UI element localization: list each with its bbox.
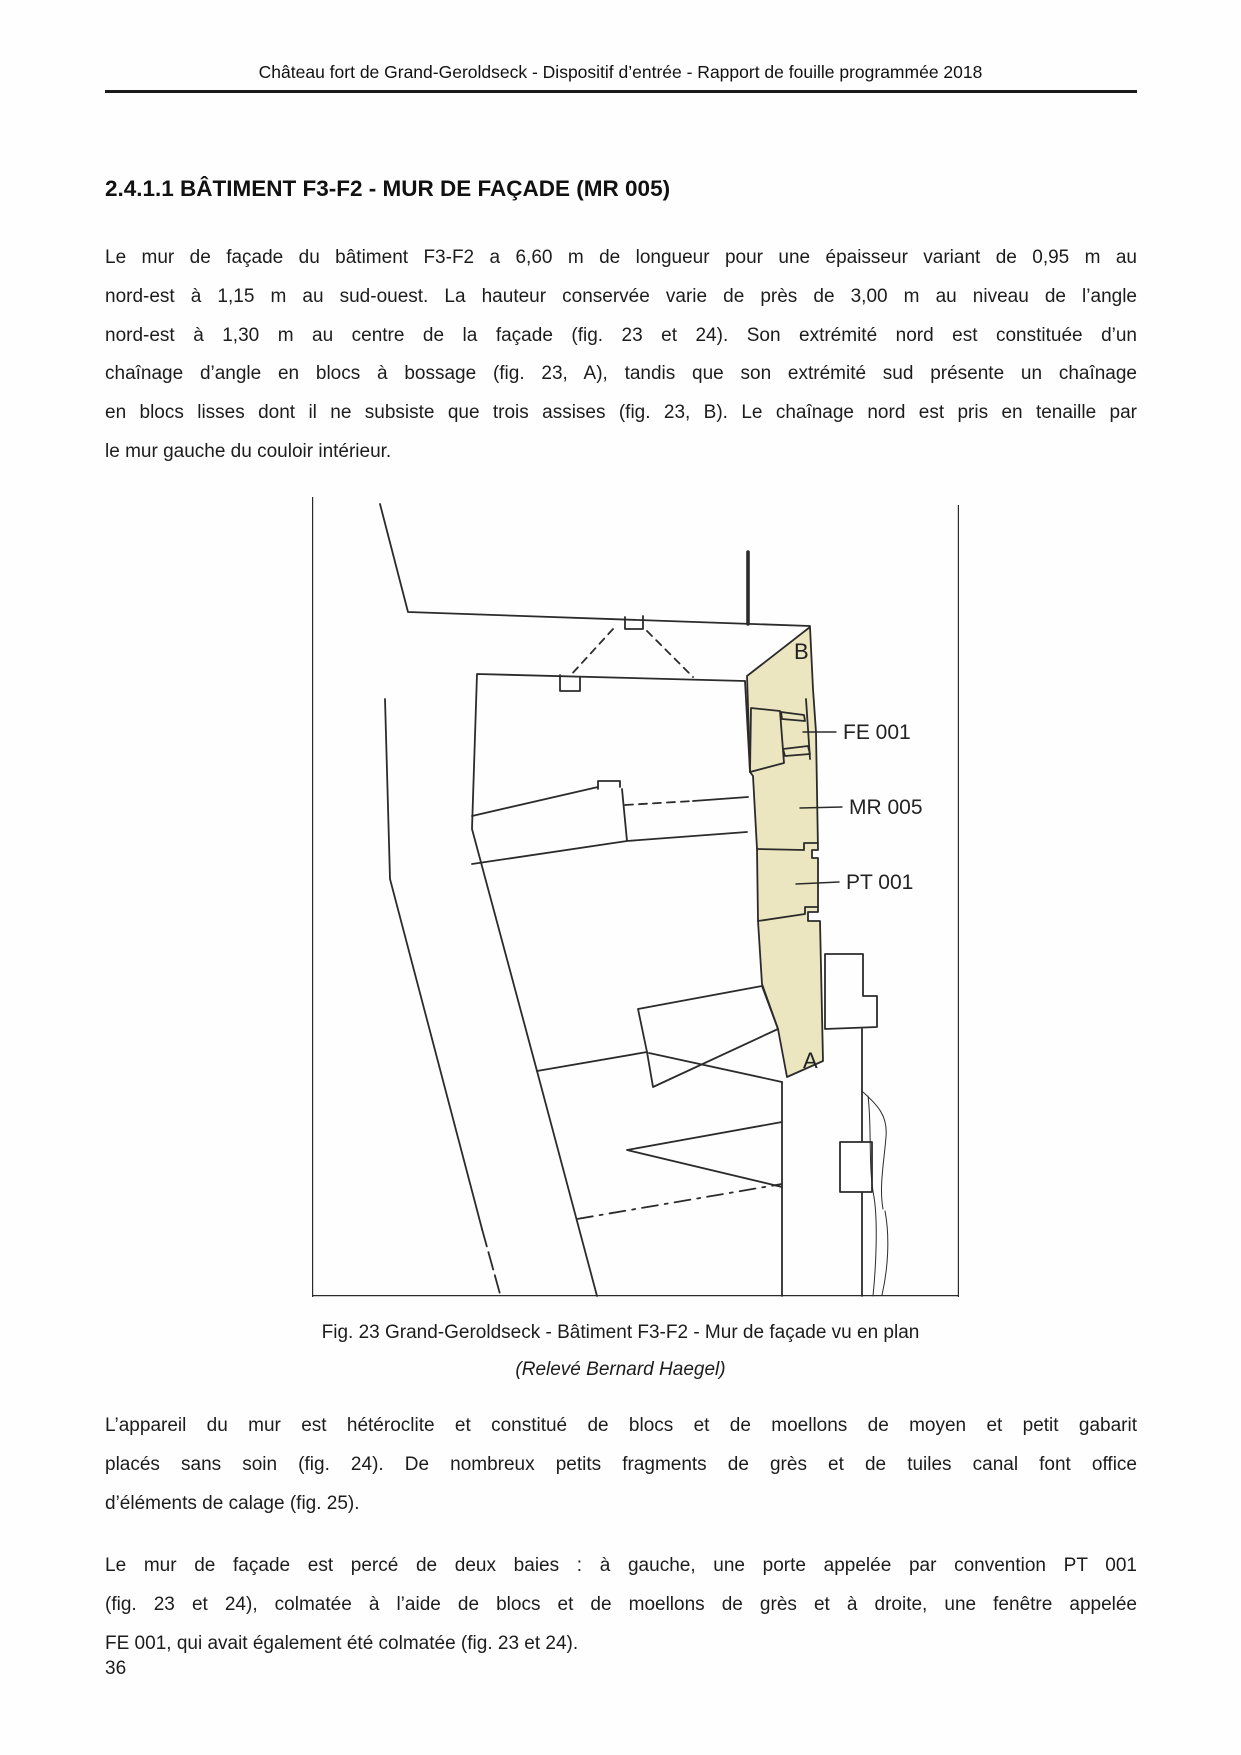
figure-credit: (Relevé Bernard Haegel) — [515, 1359, 726, 1380]
section-heading: 2.4.1.1 BÂTIMENT F3-F2 - MUR DE FAÇADE (MR 005) — [105, 176, 671, 201]
text-line: placés sans soin (fig. 24). De nombreux petits fragments de grès et de tuiles canal font office — [105, 1453, 1137, 1475]
dashdot-limit-line — [577, 1184, 782, 1219]
rubble-contours — [863, 1092, 888, 1296]
wedge-wall — [627, 1122, 782, 1187]
text-line: nord-est à 1,30 m au centre de la façade (fig. 23 et 24). Son extrémité nord est constituée d’un — [105, 324, 1137, 346]
small-block — [840, 1142, 872, 1192]
plan-drawing — [312, 497, 960, 1298]
text-line: en blocs lisses dont il ne subsiste que trois assises (fig. 23, B). Le chaînage nord est pris en tenaille par — [105, 402, 1137, 424]
text-line: Le mur de façade est percé de deux baies : à gauche, une porte appelée par convention PT 001 — [105, 1555, 1137, 1576]
outer-wall-north — [380, 504, 810, 626]
west-wall-line-end — [482, 1229, 500, 1294]
text-line: (fig. 23 et 24), colmatée à l’aide de blocs et de moellons de grès et à droite, une fenêtre appelée — [105, 1593, 1137, 1615]
text-line: d’éléments de calage (fig. 25). — [105, 1492, 360, 1514]
label-mr005: MR 005 — [849, 796, 923, 819]
stepped-structure — [825, 954, 877, 1029]
text-line: le mur gauche du couloir intérieur. — [105, 440, 392, 462]
label-point-b: B — [794, 639, 809, 664]
figure-23-plan — [312, 497, 960, 1298]
figure-caption: Fig. 23 Grand-Geroldseck - Bâtiment F3-F2 - Mur de façade vu en plan — [321, 1322, 920, 1343]
label-fe001: FE 001 — [843, 721, 911, 744]
label-point-a: A — [803, 1048, 818, 1073]
label-pt001: PT 001 — [846, 871, 914, 894]
inner-room-walls — [472, 674, 745, 1296]
wall-mr005-highlight — [747, 627, 823, 1077]
text-line: FE 001, qui avait également été colmatée (fig. 23 et 24). — [105, 1632, 579, 1654]
lower-structure — [638, 986, 778, 1087]
page-header-title: Château fort de Grand-Geroldseck - Dispositif d’entrée - Rapport de fouille programmée 2018 — [258, 62, 983, 82]
text-line: chaînage d’angle en blocs à bossage (fig. 23, A), tandis que son extrémité sud présente un chaînage — [105, 363, 1137, 385]
room-south-wall — [537, 1052, 647, 1071]
text-line: Le mur de façade du bâtiment F3-F2 a 6,60 m de longueur pour une épaisseur variant de 0,95 m au — [105, 247, 1137, 268]
page-number: 36 — [105, 1658, 127, 1679]
cross-wall-dashed — [625, 801, 693, 805]
paragraph-2 — [105, 1407, 1137, 1523]
text-line: L’appareil du mur est hétéroclite et constitué de blocs et de moellons de moyen et petit gabarit — [105, 1415, 1137, 1436]
wall-notch-north — [625, 616, 643, 629]
header-rule — [105, 90, 1137, 93]
paragraph-3 — [105, 1547, 1137, 1663]
paragraph-1 — [105, 239, 1137, 472]
cross-wall-band — [472, 781, 748, 864]
embrasure-dashed-lines — [570, 629, 693, 677]
west-wall-line — [385, 699, 482, 1229]
text-line: nord-est à 1,15 m au sud-ouest. La hauteur conservée varie de près de 3,00 m au niveau de l’angle — [105, 285, 1137, 307]
